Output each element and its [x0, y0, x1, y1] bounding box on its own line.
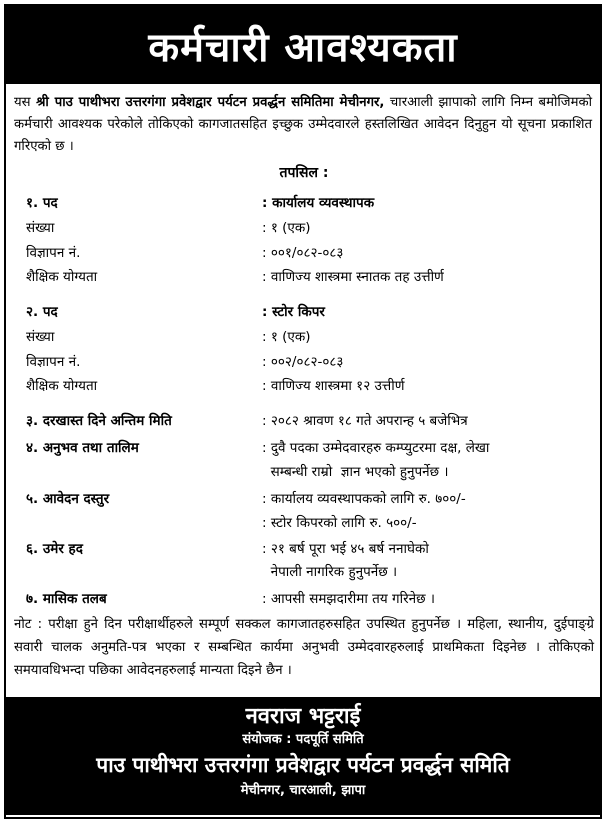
experience-line2: सम्बन्धी राम्रो ज्ञान भएको हुनुपर्नेछ । [262, 464, 449, 480]
post1-yogyata-value: : वाणिज्य शास्त्रमा स्नातक तह उत्तीर्ण [262, 269, 444, 285]
intro-paragraph [14, 92, 592, 158]
coordinator-role: संयोजक : पदपूर्ति समिति [242, 732, 364, 747]
post1-vigyapan-value: : ००१/०८२-०८३ [262, 245, 344, 261]
tapasil-heading: तपसिल : [279, 165, 329, 181]
age-line1: : २१ बर्ष पूरा भई ४५ बर्ष ननाघेको [262, 541, 429, 557]
note-paragraph: नोट : परीक्षा हुने दिन परीक्षार्थीहरुले सम्पूर्ण सक्कल कागजातहरुसहित उपस्थित हुनुपर्नेछ । महिला, स्थानीय, दुईपाङ्ग्रे सवारी चालक अनुमति-पत्र भएका र सम्बन्धित कार्यमा अनुभवी उम्मेदवारहरुलाई प्राथमिकता दिइनेछ । तोकिएको समयावधिभन्दा पछिका आवेदनहरुलाई मान्यता दिइने छैन । [14, 617, 594, 678]
salary-value: : आपसी समझदारीमा तय गरिनेछ । [262, 591, 435, 607]
post1-pad-value: : कार्यालय व्यवस्थापक [262, 195, 375, 211]
post1-yogyata-label: शैक्षिक योग्यता [26, 269, 98, 285]
post2-vigyapan-value: : ००२/०८२-०८३ [262, 354, 344, 370]
post1-vigyapan-label: विज्ञापन नं. [26, 245, 81, 261]
post2-sankhya-label: संख्या [26, 329, 55, 345]
experience-label: ४. अनुभव तथा तालिम [26, 440, 139, 456]
signature-block [6, 697, 600, 815]
intro-org: श्री पाउ पाथीभरा उत्तरगंगा प्रवेशद्वार पर्यटन प्रवर्द्धन समितिमा मेचीनगर, [36, 95, 385, 110]
post1-pad-label: १. पद [26, 195, 58, 211]
committee-name: पाउ पाथीभरा उत्तरगंगा प्रवेशद्वार पर्यटन प्रवर्द्धन समिति [96, 753, 510, 777]
experience-line1: : दुवै पदका उम्मेदवारहरु कम्प्युटरमा दक्ष, लेखा [262, 440, 490, 456]
coordinator-name: नवराज भट्टराई [245, 704, 361, 729]
post2-sankhya-value: : १ (एक) [262, 329, 311, 345]
notice-title: कर्मचारी आवश्यकता [148, 24, 458, 71]
intro-rest: चारआली झापाको लागि निम्न बमोजिमको कर्मचारी आवश्यक परेकोले तोकिएको कागजातसहित इच्छुक उम्मेदवारले हस्तलिखित आवेदन दिनुहुन यो सूचना प्रकाशित गरिएको छ । [14, 95, 592, 154]
age-line2: नेपाली नागरिक हुनुपर्नेछ । [262, 564, 398, 580]
fee-label: ५. आवेदन दस्तुर [26, 491, 110, 507]
post2-yogyata-label: शैक्षिक योग्यता [26, 378, 98, 394]
post2-yogyata-value: : वाणिज्य शास्त्रमा १२ उत्तीर्ण [262, 378, 405, 394]
post2-pad-value: : स्टोर किपर [262, 304, 325, 320]
notice-header [6, 6, 600, 84]
post1-sankhya-label: संख्या [26, 220, 55, 236]
post2-pad-label: २. पद [26, 304, 58, 320]
deadline-value: : २०८२ श्रावण १८ गते अपरान्ह ५ बजेभित्र [262, 413, 468, 429]
age-label: ६. उमेर हद [26, 541, 83, 557]
salary-label: ७. मासिक तलब [26, 591, 107, 607]
post2-vigyapan-label: विज्ञापन नं. [26, 354, 81, 370]
fee-line1: : कार्यालय व्यवस्थापकको लागि रु. ७००/- [262, 491, 466, 507]
fee-line2: : स्टोर किपरको लागि रु. ५००/- [262, 515, 417, 531]
deadline-label: ३. दरखास्त दिने अन्तिम मिति [26, 413, 172, 429]
intro-prefix: यस [14, 95, 37, 110]
post1-sankhya-value: : १ (एक) [262, 220, 311, 236]
committee-address: मेचीनगर, चारआली, झापा [240, 783, 366, 798]
